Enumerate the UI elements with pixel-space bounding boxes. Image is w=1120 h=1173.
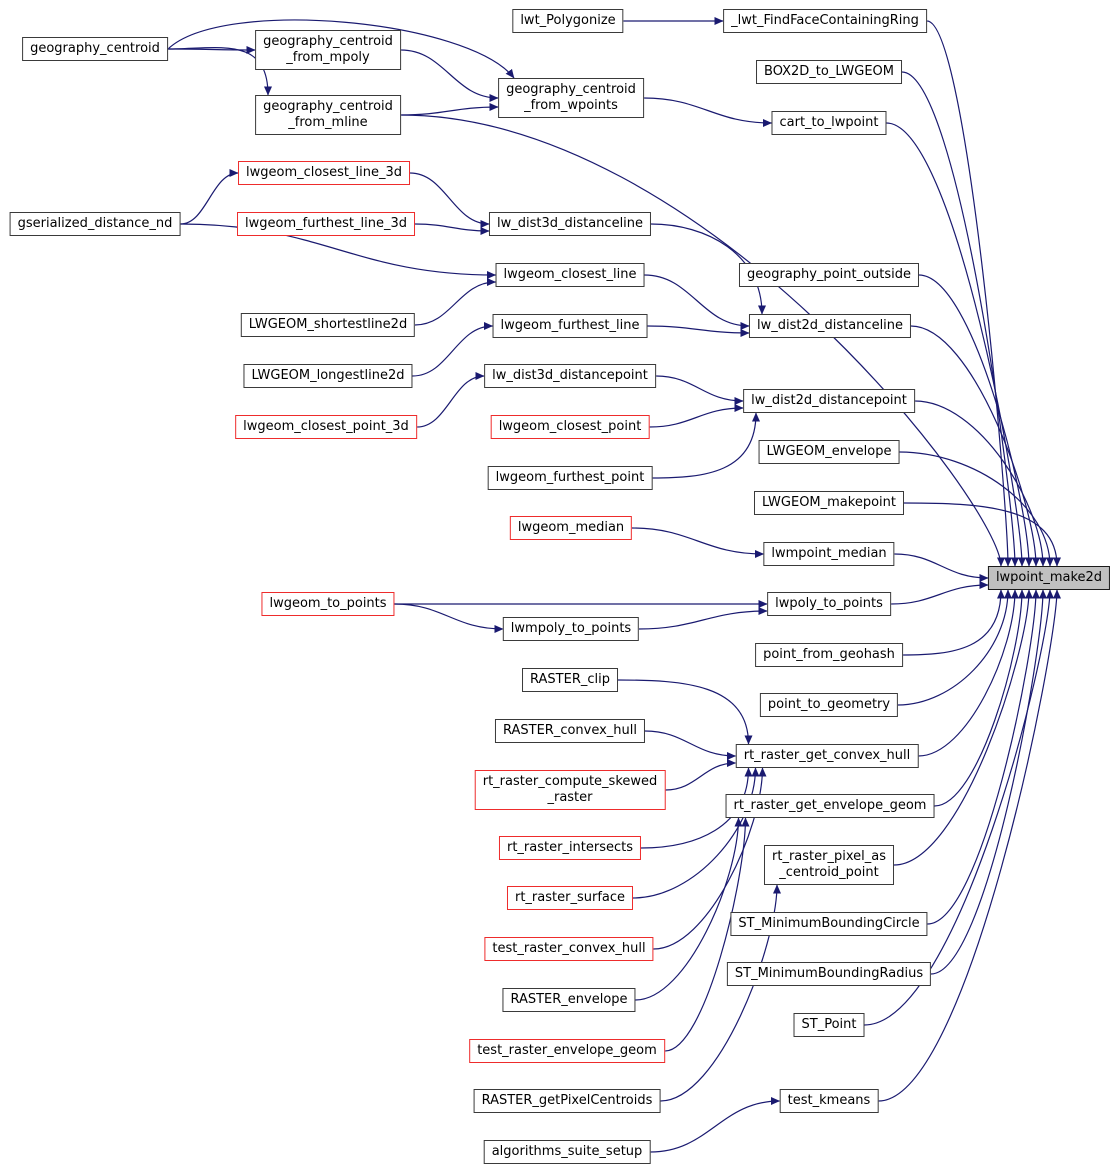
edge-gsdnd-to-lcl3 — [181, 173, 239, 224]
node-label-line: LWGEOM_longestline2d — [251, 368, 405, 383]
node-label-line: RASTER_envelope — [510, 992, 628, 1007]
edge-d3p-to-d2p — [656, 376, 743, 401]
edge-l2p-to-mp2p — [395, 604, 504, 629]
edge-lcl-to-d2l — [645, 275, 750, 326]
edge-tkm-to-target — [879, 590, 1058, 1101]
graph-node-rclip[interactable] — [522, 668, 618, 692]
node-label-line: lwgeom_to_points — [269, 596, 387, 611]
edge-lmed-to-mmed — [632, 528, 764, 554]
edge-gcmpoly-to-gcwp — [401, 50, 498, 98]
node-label-line: ST_Point — [801, 1017, 857, 1032]
graph-node-genv[interactable] — [726, 794, 935, 818]
node-label-line: lwgeom_median — [517, 520, 625, 535]
node-label-line: geography_centroid — [506, 82, 636, 97]
node-label-line: BOX2D_to_LWGEOM — [764, 64, 894, 79]
graph-node-mmed[interactable] — [763, 542, 894, 566]
graph-node-gc[interactable] — [22, 37, 168, 61]
node-label-line: lwpoly_to_points — [775, 596, 883, 611]
edge-mkpt-to-target — [904, 503, 1057, 566]
graph-node-mkpt[interactable] — [754, 491, 904, 515]
graph-node-d2l[interactable] — [749, 314, 911, 338]
node-label-line: rt_raster_pixel_as — [772, 849, 886, 864]
edge-mbc-to-target — [928, 590, 1037, 924]
node-label-line: LWGEOM_shortestline2d — [248, 317, 408, 332]
node-label-line: _from_mline — [288, 115, 368, 130]
node-label-line: ST_MinimumBoundingRadius — [734, 966, 924, 981]
node-label-line: LWGEOM_makepoint — [762, 495, 896, 510]
graph-node-tenv[interactable] — [469, 1039, 665, 1063]
node-label-line: geography_centroid — [30, 41, 160, 56]
graph-node-gcmpoly[interactable] — [255, 30, 401, 70]
graph-node-rskew[interactable] — [475, 770, 666, 810]
node-label-line: rt_raster_get_convex_hull — [743, 748, 911, 763]
graph-node-gpo[interactable] — [739, 263, 919, 287]
node-label-line: lw_dist2d_distanceline — [756, 318, 904, 333]
graph-node-mp2p[interactable] — [503, 617, 639, 641]
graph-node-d2p[interactable] — [743, 389, 915, 413]
node-label-line: ST_MinimumBoundingCircle — [738, 916, 920, 931]
node-label-line: lwgeom_closest_point_3d — [243, 419, 409, 434]
edge-d2p-to-target — [915, 401, 1043, 566]
graph-node-gcvx[interactable] — [736, 744, 919, 768]
graph-node-lfl3[interactable] — [237, 212, 415, 236]
node-label-line: geography_point_outside — [746, 267, 912, 282]
graph-node-l2p[interactable] — [261, 592, 394, 616]
node-label-line: lwmpoly_to_points — [510, 621, 632, 636]
graph-node-d3p[interactable] — [484, 364, 656, 388]
graph-node-p2p[interactable] — [767, 592, 891, 616]
graph-node-d3l[interactable] — [489, 212, 651, 236]
edge-lo2-to-lfl — [413, 326, 493, 376]
edge-lfl3-to-d3l — [415, 224, 489, 231]
edge-asetup-to-tkm — [651, 1101, 780, 1152]
node-label-line: lwpoint_make2d — [995, 570, 1103, 585]
edge-rskew-to-gcvx — [666, 763, 736, 790]
node-label-line: RASTER_convex_hull — [502, 723, 638, 738]
graph-node-tcvx[interactable] — [484, 937, 653, 961]
graph-node-stpt[interactable] — [794, 1013, 865, 1037]
graph-node-lcl3[interactable] — [238, 161, 410, 185]
graph-node-gcmline[interactable] — [255, 95, 401, 135]
graph-node-lfp[interactable] — [488, 466, 653, 490]
graph-node-lwtpoly[interactable] — [512, 9, 623, 33]
graph-node-cart[interactable] — [771, 111, 886, 135]
node-label-line: lwgeom_closest_line — [503, 267, 637, 282]
graph-node-target[interactable] — [988, 566, 1110, 590]
edge-d2l-to-target — [911, 326, 1036, 566]
node-label-line: point_to_geometry — [767, 697, 891, 712]
node-label-line: test_raster_convex_hull — [492, 941, 646, 956]
edge-box2d-to-target — [902, 72, 1015, 566]
edge-lfl-to-d2l — [648, 326, 750, 333]
edge-gcmline-to-gcwp — [401, 107, 498, 115]
edge-gc-to-gcmline — [168, 48, 268, 95]
edge-genv-to-target — [935, 590, 1023, 806]
node-label-line: lwgeom_furthest_line — [500, 318, 640, 333]
graph-node-findface[interactable] — [723, 9, 927, 33]
node-label-line: geography_centroid — [263, 34, 393, 49]
node-label-line: _centroid_point — [779, 865, 879, 880]
node-label-line: _lwt_FindFaceContainingRing — [731, 13, 919, 28]
node-label-line: lwt_Polygonize — [520, 13, 616, 28]
graph-node-box2d[interactable] — [756, 60, 902, 84]
edge-mp2p-to-p2p — [639, 611, 767, 629]
node-label-line: lwmpoint_median — [771, 546, 887, 561]
graph-node-env[interactable] — [759, 440, 900, 464]
edge-gc-to-gcmpoly — [168, 49, 255, 50]
node-label-line: rt_raster_surface — [514, 890, 626, 905]
edge-mmed-to-target — [895, 554, 989, 578]
edge-gcwp-to-cart — [644, 98, 772, 123]
graph-node-mbc[interactable] — [730, 912, 927, 936]
graph-node-gsdnd[interactable] — [10, 212, 181, 236]
graph-node-pixc[interactable] — [764, 845, 894, 885]
graph-node-rint[interactable] — [499, 836, 641, 860]
node-label-line: lwgeom_furthest_point — [495, 470, 645, 485]
graph-node-rcvx[interactable] — [495, 719, 645, 743]
node-label-line: rt_raster_compute_skewed — [482, 774, 658, 789]
edge-pixc-to-target — [894, 590, 1029, 865]
graph-node-lo2[interactable] — [243, 364, 412, 388]
node-label-line: lw_dist3d_distancepoint — [492, 368, 648, 383]
edge-lcl3-to-d3l — [410, 173, 489, 224]
graph-node-asetup[interactable] — [484, 1140, 651, 1164]
node-label-line: lwgeom_closest_point — [498, 419, 642, 434]
graph-node-mbr[interactable] — [727, 962, 931, 986]
graph-node-ptg[interactable] — [760, 693, 898, 717]
node-label-line: lw_dist2d_distancepoint — [751, 393, 907, 408]
graph-node-tkm[interactable] — [780, 1089, 879, 1113]
edge-lcp3-to-d3p — [417, 376, 484, 427]
graph-node-rsurf[interactable] — [507, 886, 633, 910]
node-label-line: cart_to_lwpoint — [779, 115, 879, 130]
edge-p2p-to-target — [891, 585, 988, 604]
node-label-line: test_kmeans — [787, 1093, 871, 1108]
graph-node-lcp[interactable] — [491, 415, 650, 439]
edge-gcvx-to-target — [919, 590, 1016, 756]
graph-node-lfl[interactable] — [493, 314, 648, 338]
edge-rcvx-to-gcvx — [645, 731, 736, 756]
node-label-line: geography_centroid — [263, 99, 393, 114]
node-label-line: RASTER_getPixelCentroids — [481, 1093, 653, 1108]
graph-node-lcp3[interactable] — [235, 415, 417, 439]
graph-node-sh2[interactable] — [241, 313, 415, 337]
edge-mbr-to-target — [931, 590, 1043, 974]
node-label-line: point_from_geohash — [763, 647, 895, 662]
graph-node-lmed[interactable] — [510, 516, 632, 540]
edge-lcp-to-d2p — [650, 408, 744, 427]
node-label-line: rt_raster_intersects — [506, 840, 634, 855]
graph-node-lcl[interactable] — [496, 263, 645, 287]
edge-ptg-to-target — [898, 590, 1008, 705]
edge-cart-to-target — [887, 123, 1023, 566]
node-label-line: lw_dist3d_distanceline — [496, 216, 644, 231]
edge-gcmline-to-target — [401, 115, 1001, 566]
edge-renv-to-genv — [636, 818, 739, 1000]
node-label-line: test_raster_envelope_geom — [477, 1043, 657, 1058]
graph-node-rgpc[interactable] — [474, 1089, 661, 1113]
node-label-line: _from_wpoints — [524, 98, 618, 113]
graph-node-pfg[interactable] — [755, 643, 903, 667]
graph-node-renv[interactable] — [502, 988, 635, 1012]
node-label-line: LWGEOM_envelope — [766, 444, 892, 459]
node-label-line: lwgeom_furthest_line_3d — [245, 216, 407, 231]
node-label-line: _raster — [547, 790, 593, 805]
node-label-line: RASTER_clip — [530, 672, 610, 687]
node-label-line: algorithms_suite_setup — [491, 1144, 643, 1159]
edge-findface-to-target — [927, 21, 1008, 566]
node-label-line: _from_mpoly — [286, 50, 370, 65]
edge-env-to-target — [900, 452, 1051, 566]
edge-pfg-to-target — [903, 590, 1001, 655]
node-label-line: gserialized_distance_nd — [17, 216, 173, 231]
edge-gpo-to-target — [919, 275, 1029, 566]
graph-node-gcwp[interactable] — [498, 78, 644, 118]
edge-lfp-to-d2p — [653, 413, 757, 478]
edge-sh2-to-lcl — [415, 282, 496, 325]
node-label-line: lwgeom_closest_line_3d — [246, 165, 402, 180]
node-label-line: rt_raster_get_envelope_geom — [733, 798, 927, 813]
